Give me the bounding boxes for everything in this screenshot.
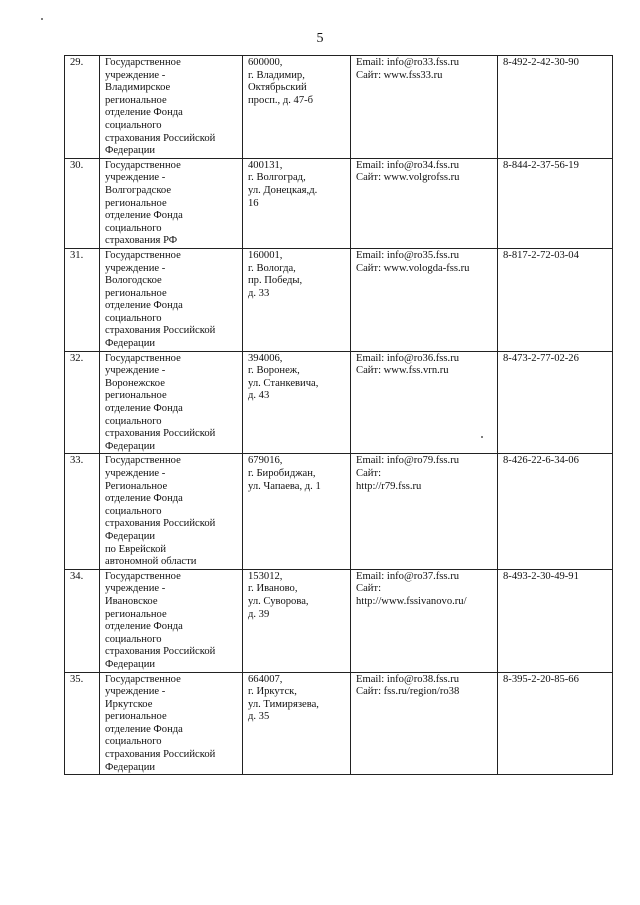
table-row xyxy=(65,56,613,159)
organization-name: Государственное учреждение - Региональное отделение Фонда социального страхования Российской Федерации по Еврейской автономной области xyxy=(100,454,243,569)
phone-number: 8-395-2-20-85-66 xyxy=(498,672,613,775)
organization-name: Государственное учреждение - Ивановское региональное отделение Фонда социального страхования Российской Федерации xyxy=(100,569,243,672)
scan-speck xyxy=(41,18,43,20)
organization-name: Государственное учреждение - Иркутское региональное отделение Фонда социального страхования Российской Федерации xyxy=(100,672,243,775)
phone-number: 8-426-22-6-34-06 xyxy=(498,454,613,569)
row-number: 33. xyxy=(65,454,100,569)
contact-info: Email: info@ro38.fss.ru Сайт: fss.ru/region/ro38 xyxy=(351,672,498,775)
contact-info: Email: info@ro36.fss.ru Сайт: www.fss.vrn.ru xyxy=(351,351,498,454)
postal-address: 600000, г. Владимир, Октябрьский просп., д. 47-б xyxy=(243,56,351,159)
organization-name: Государственное учреждение - Владимирское региональное отделение Фонда социального страхования Российской Федерации xyxy=(100,56,243,159)
postal-address: 400131, г. Волгоград, ул. Донецкая,д. 16 xyxy=(243,158,351,248)
postal-address: 394006, г. Воронеж, ул. Станкевича, д. 43 xyxy=(243,351,351,454)
phone-number: 8-492-2-42-30-90 xyxy=(498,56,613,159)
row-number: 31. xyxy=(65,248,100,351)
contact-info: Email: info@ro79.fss.ru Сайт: http://r79.fss.ru xyxy=(351,454,498,569)
postal-address: 160001, г. Вологда, пр. Победы, д. 33 xyxy=(243,248,351,351)
table-row xyxy=(65,569,613,672)
row-number: 35. xyxy=(65,672,100,775)
table-row xyxy=(65,158,613,248)
contact-info: Email: info@ro33.fss.ru Сайт: www.fss33.ru xyxy=(351,56,498,159)
row-number: 34. xyxy=(65,569,100,672)
postal-address: 664007, г. Иркутск, ул. Тимирязева, д. 35 xyxy=(243,672,351,775)
table-row xyxy=(65,248,613,351)
regional-offices-table xyxy=(64,55,613,775)
row-number: 32. xyxy=(65,351,100,454)
contact-info: Email: info@ro35.fss.ru Сайт: www.vologda-fss.ru xyxy=(351,248,498,351)
table-row xyxy=(65,672,613,775)
row-number: 29. xyxy=(65,56,100,159)
scan-speck xyxy=(481,436,483,438)
postal-address: 153012, г. Иваново, ул. Суворова, д. 39 xyxy=(243,569,351,672)
table-row xyxy=(65,454,613,569)
phone-number: 8-817-2-72-03-04 xyxy=(498,248,613,351)
page-number: 5 xyxy=(316,31,324,46)
contact-info: Email: info@ro34.fss.ru Сайт: www.volgrofss.ru xyxy=(351,158,498,248)
phone-number: 8-844-2-37-56-19 xyxy=(498,158,613,248)
organization-name: Государственное учреждение - Воронежское региональное отделение Фонда социального страхования Российской Федерации xyxy=(100,351,243,454)
organization-name: Государственное учреждение - Волгоградское региональное отделение Фонда социального страхования РФ xyxy=(100,158,243,248)
table-row xyxy=(65,351,613,454)
phone-number: 8-493-2-30-49-91 xyxy=(498,569,613,672)
postal-address: 679016, г. Биробиджан, ул. Чапаева, д. 1 xyxy=(243,454,351,569)
contact-info: Email: info@ro37.fss.ru Сайт: http://www.fssivanovo.ru/ xyxy=(351,569,498,672)
row-number: 30. xyxy=(65,158,100,248)
phone-number: 8-473-2-77-02-26 xyxy=(498,351,613,454)
organization-name: Государственное учреждение - Вологодское региональное отделение Фонда социального страхования Российской Федерации xyxy=(100,248,243,351)
